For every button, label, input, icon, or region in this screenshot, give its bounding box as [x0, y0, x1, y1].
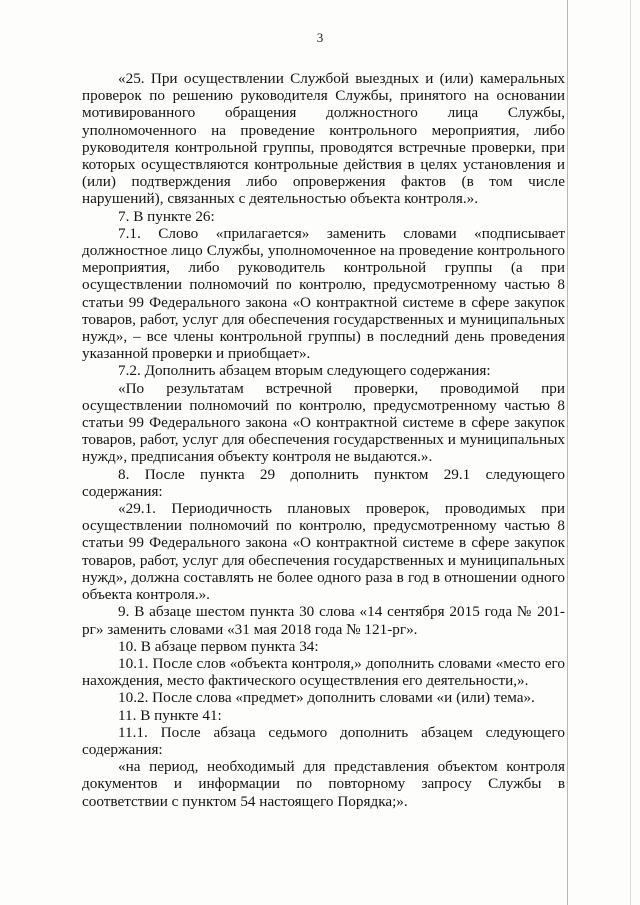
paragraph-25: «25. При осуществлении Службой выездных и (или) камеральных проверок по решению руководителя Службы, принятого на основании мотивированного обращения должностного лица Службы, уполномоченного на проведение контрольного мероприятия, либо руководителя контрольной группы, проводятся встречные проверки, при которых осуществляются контрольные действия в целях установления и (или) подтверждения либо опровержения фактов (в том числе нарушений), связанных с деятельностью объекта контроля.». [82, 70, 565, 208]
paragraph-7: 7. В пункте 26: [118, 207, 215, 225]
paragraph-8: 8. После пункта 29 дополнить пунктом 29.1 следующего содержания: [82, 465, 565, 500]
page-number: 3 [316, 30, 324, 45]
paragraph-7-2-text: «По результатам встречной проверки, проводимой при осуществлении полномочий по контролю, предусмотренному частью 8 статьи 99 Федерального закона «О контрактной системе в сфере закупок товаров, работ, услуг для обеспечения государственных и муниципальных нужд», предписания объекту контроля не выдаются.». [82, 379, 565, 466]
document-body [82, 70, 565, 810]
paragraph-10-1: 10.1. После слов «объекта контроля,» дополнить словами «место его нахождения, место фактического осуществления его деятельности,». [82, 654, 565, 690]
paragraph-7-2: 7.2. Дополнить абзацем вторым следующего содержания: [118, 362, 491, 380]
paragraph-11-1-text: «на период, необходимый для представления объектом контроля документов и информации по повторному запросу Службы в соответствии с пунктом 54 настоящего Порядка;». [82, 758, 565, 810]
paragraph-10: 10. В абзаце первом пункта 34: [118, 637, 319, 655]
paragraph-7-1: 7.1. Слово «прилагается» заменить словами «подписывает должностное лицо Службы, уполномоченное на проведение контрольного мероприятия, либо руководитель контрольной группы (а при осуществлении полномочий по контролю, предусмотренному частью 8 статьи 99 Федерального закона «О контрактной системе в сфере закупок товаров, работ, услуг для обеспечения государственных и муниципальных нужд», – все члены контрольной группы) в последний день проведения указанной проверки и приобщает». [82, 224, 565, 363]
scan-edge-line [567, 0, 568, 905]
paragraph-11: 11. В пункте 41: [118, 706, 222, 724]
scan-edge-line-outer [630, 0, 631, 905]
paragraph-9: 9. В абзаце шестом пункта 30 слова «14 сентября 2015 года № 201-рг» заменить словами «31 мая 2018 года № 121-рг». [82, 603, 565, 638]
paragraph-29-1: «29.1. Периодичность плановых проверок, проводимых при осуществлении полномочий по контролю, предусмотренному частью 8 статьи 99 Федерального закона «О контрактной системе в сфере закупок товаров, работ, услуг для обеспечения государственных и муниципальных нужд», должна составлять не более одного раза в год в отношении одного объекта контроля.». [82, 500, 565, 604]
paragraph-11-1: 11.1. После абзаца седьмого дополнить абзацем следующего содержания: [82, 723, 565, 758]
paragraph-10-2: 10.2. После слова «предмет» дополнить словами «и (или) тема». [118, 689, 535, 707]
